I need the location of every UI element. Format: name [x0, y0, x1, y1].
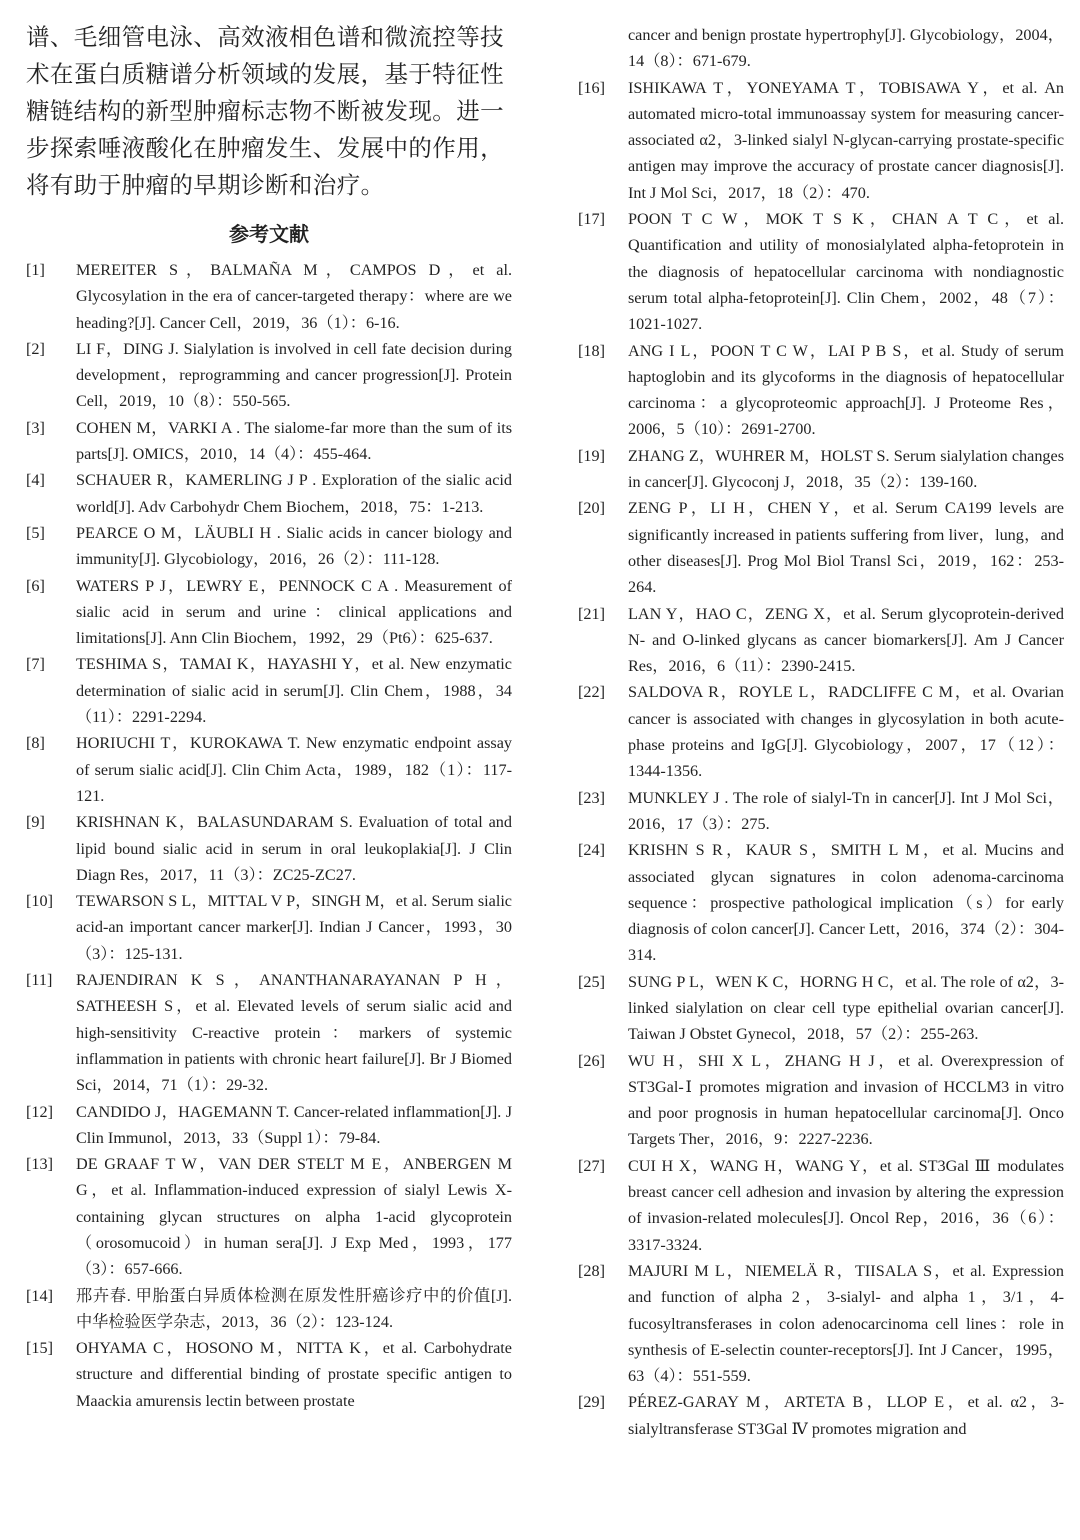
reference-number: [24] — [578, 841, 605, 860]
reference-text: TESHIMA S，TAMAI K，HAYASHI Y，et al. New enzymatic determination of sialic acid in serum[J]. Clin Chem，1988，34（11）：2291-2294. — [76, 655, 512, 727]
reference-item — [578, 1048, 1064, 1153]
reference-text: 邢卉春. 甲胎蛋白异质体检测在原发性肝癌诊疗中的价值[J]. 中华检验医学杂志，2013，36（2）：123-124. — [76, 1286, 512, 1331]
reference-number: [29] — [578, 1393, 605, 1412]
reference-item — [578, 785, 1064, 838]
reference-item — [578, 837, 1064, 968]
reference-text: CANDIDO J，HAGEMANN T. Cancer-related inflammation[J]. J Clin Immunol，2013，33（Suppl 1）：79-84. — [76, 1102, 512, 1147]
reference-text: SALDOVA R，ROYLE L，RADCLIFFE C M，et al. Ovarian cancer is associated with changes in glycosylation in both acute-phase proteins and IgG[J]. Glycobiology，2007，17（12）：1344-1356. — [628, 683, 1064, 781]
reference-text: KRISHN S R，KAUR S，SMITH L M，et al. Mucins and associated glycan signatures in colon adenoma-carcinoma sequence：prospective pathological implication（s）for early diagnosis of colon cancer[J]. Cancer Lett，2016，374（2）：304-314. — [628, 841, 1064, 965]
reference-number: [12] — [26, 1102, 53, 1121]
left-column — [26, 0, 512, 1414]
reference-number: [27] — [578, 1156, 605, 1175]
reference-list-left — [26, 257, 512, 1414]
reference-number: [25] — [578, 972, 605, 991]
reference-number: [10] — [26, 892, 53, 911]
reference-text: KRISHNAN K，BALASUNDARAM S. Evaluation of total and lipid bound sialic acid in serum in oral leukoplakia[J]. J Clin Diagn Res，2017，11（3）：ZC25-ZC27. — [76, 813, 512, 884]
reference-text: OHYAMA C，HOSONO M，NITTA K，et al. Carbohydrate structure and differential binding of prostate specific antigen to Maackia amurensis lectin between prostate — [76, 1339, 512, 1410]
reference-item — [578, 969, 1064, 1048]
reference-item — [578, 443, 1064, 496]
reference-number: [11] — [26, 971, 53, 990]
reference-number: [16] — [578, 78, 605, 97]
reference-text: SUNG P L，WEN K C，HORNG H C，et al. The role of α2，3-linked sialylation on clear cell type epithelial ovarian cancer[J]. Taiwan J Obstet Gynecol，2018，57（2）：255-263. — [628, 972, 1064, 1044]
reference-item — [578, 206, 1064, 337]
reference-item — [578, 1153, 1064, 1258]
reference-item — [26, 730, 512, 809]
reference-item — [26, 888, 512, 967]
reference-number: [14] — [26, 1286, 53, 1305]
reference-text: DE GRAAF T W，VAN DER STELT M E，ANBERGEN M G，et al. Inflammation-induced expression of sialyl Lewis X-containing glycan structures on alpha 1-acid glycoprotein（orosomucoid）in human sera[J]. J Exp Med，1993，177（3）：657-666. — [76, 1155, 512, 1279]
reference-item — [578, 338, 1064, 443]
reference-list-right — [578, 22, 1064, 1442]
reference-number: [5] — [26, 523, 45, 542]
reference-text: CUI H X，WANG H，WANG Y，et al. ST3Gal Ⅲ modulates breast cancer cell adhesion and invasion by altering the expression of invasion-related molecules[J]. Oncol Rep，2016，36（6）：3317-3324. — [628, 1156, 1064, 1254]
reference-text: ISHIKAWA T，YONEYAMA T，TOBISAWA Y，et al. An automated micro-total immunoassay system for measuring cancer-associated α2，3-linked sialyl N-glycan-carrying prostate-specific antigen may improve the accuracy of prostate cancer diagnosis[J]. Int J Mol Sci，2017，18（2）：470. — [628, 78, 1064, 202]
reference-item — [578, 1389, 1064, 1442]
reference-text: ZENG P，LI H，CHEN Y，et al. Serum CA199 levels are significantly increased in patients suffering from liver，lung，and other diseases[J]. Prog Mol Biol Transl Sci，2019，162：253-264. — [628, 499, 1064, 597]
reference-number: [1] — [26, 261, 45, 279]
reference-text: PEARCE O M，LÄUBLI H . Sialic acids in cancer biology and immunity[J]. Glycobiology，2016，26（2）：111-128. — [76, 523, 512, 569]
reference-text: COHEN M，VARKI A . The sialome-far more than the sum of its parts[J]. OMICS，2010，14（4）：455-464. — [76, 418, 512, 464]
reference-text: LAN Y，HAO C，ZENG X，et al. Serum glycoprotein-derived N- and O-linked glycans as cancer biomarkers[J]. Am J Cancer Res，2016，6（11）：2390-2415. — [628, 604, 1064, 676]
reference-item — [578, 1258, 1064, 1389]
reference-number: [19] — [578, 446, 605, 465]
reference-number: [22] — [578, 683, 605, 702]
reference-item — [26, 336, 512, 415]
reference-number: [6] — [26, 576, 45, 595]
reference-number: [8] — [26, 734, 45, 753]
reference-number: [3] — [26, 418, 45, 437]
reference-number: [7] — [26, 655, 45, 674]
reference-item — [578, 679, 1064, 784]
reference-number: [15] — [26, 1339, 53, 1358]
reference-item — [26, 467, 512, 520]
reference-item — [26, 1283, 512, 1336]
reference-text: LI F，DING J. Sialylation is involved in cell fate decision during development，reprogramming and cancer progression[J]. Protein Cell，2019，10（8）：550-565. — [76, 339, 512, 411]
reference-number: [20] — [578, 499, 605, 518]
reference-item — [26, 651, 512, 730]
right-column — [578, 0, 1064, 1442]
reference-text: ZHANG Z，WUHRER M，HOLST S. Serum sialylation changes in cancer[J]. Glycoconj J，2018，35（2）：139-160. — [628, 446, 1064, 492]
reference-item — [578, 22, 1064, 75]
reference-text: ANG I L，POON T C W，LAI P B S，et al. Study of serum haptoglobin and its glycoforms in the diagnosis of hepatocellular carcinoma：a glycoproteomic approach[J]. J Proteome Res，2006，5（10）：2691-2700. — [628, 341, 1064, 439]
reference-item — [26, 809, 512, 888]
reference-number: [4] — [26, 471, 45, 490]
reference-item — [26, 573, 512, 652]
reference-text: TEWARSON S L，MITTAL V P，SINGH M，et al. Serum sialic acid-an important cancer marker[J]. Indian J Cancer，1993，30（3）：125-131. — [76, 892, 512, 963]
reference-item — [26, 520, 512, 573]
reference-item — [578, 75, 1064, 206]
intro-paragraph: 谱、毛细管电泳、高效液相色谱和微流控等技术在蛋白质糖谱分析领域的发展，基于特征性糖链结构的新型肿瘤标志物不断被发现。进一步探索唾液酸化在肿瘤发生、发展中的作用，将有助于肿瘤的早期诊断和治疗。 — [26, 23, 504, 199]
reference-item — [26, 415, 512, 468]
reference-text: WU H，SHI X L，ZHANG H J，et al. Overexpression of ST3Gal-Ⅰ promotes migration and invasion of HCCLM3 in vitro and poor prognosis in human hepatocellular carcinoma[J]. Onco Targets Ther，2016，9：2227-2236. — [628, 1051, 1064, 1149]
reference-text: POON T C W，MOK T S K，CHAN A T C，et al. Quantification and utility of monosialylated alpha-fetoprotein in the diagnosis of hepatocellular carcinoma with nondiagnostic serum total alpha-fetoprotein[J]. Clin Chem，2002，48（7）：1021-1027. — [628, 210, 1064, 334]
reference-text: WATERS P J，LEWRY E，PENNOCK C A . Measurement of sialic acid in serum and urine：clinical applications and limitations[J]. Ann Clin Biochem，1992，29（Pt6）：625-637. — [76, 576, 512, 648]
reference-item — [26, 1099, 512, 1152]
reference-number: [18] — [578, 341, 605, 360]
reference-text: MAJURI M L，NIEMELÄ R，TIISALA S，et al. Expression and function of alpha 2，3-sialyl- and alpha 1，3/1，4-fucosyltransferases in colon adenocarcinoma cell lines：role in synthesis of E-selectin counter-receptors[J]. Int J Cancer，1995，63（4）：551-559. — [628, 1261, 1064, 1386]
reference-number: [17] — [578, 210, 605, 229]
reference-item — [578, 495, 1064, 600]
reference-item — [26, 1151, 512, 1282]
references-heading: 参考文献 — [229, 222, 309, 246]
reference-number: [9] — [26, 813, 45, 832]
reference-item — [578, 601, 1064, 680]
reference-number: [21] — [578, 604, 605, 623]
reference-text: HORIUCHI T，KUROKAWA T. New enzymatic endpoint assay of serum sialic acid[J]. Clin Chim Acta，1989，182（1）：117-121. — [76, 734, 512, 805]
reference-text: RAJENDIRAN K S，ANANTHANARAYANAN P H，SATHEESH S，et al. Elevated levels of serum sialic acid and high-sensitivity C-reactive protein：markers of systemic inflammation in patients with chronic heart failure[J]. Br J Biomed Sci，2014，71（1）：29-32. — [76, 971, 512, 1095]
reference-text: MEREITER S，BALMAÑA M，CAMPOS D，et al. Glycosylation in the era of cancer-targeted therapy：where are we heading?[J]. Cancer Cell，2019，36（1）：6-16. — [76, 261, 512, 332]
reference-number: [23] — [578, 788, 605, 807]
reference-item — [26, 967, 512, 1098]
reference-item — [26, 1335, 512, 1414]
reference-text: MUNKLEY J . The role of sialyl-Tn in cancer[J]. Int J Mol Sci，2016，17（3）：275. — [628, 788, 1064, 833]
reference-item — [26, 257, 512, 336]
reference-number: [13] — [26, 1155, 53, 1174]
reference-number: [26] — [578, 1051, 605, 1070]
reference-text: cancer and benign prostate hypertrophy[J]. Glycobiology，2004，14（8）：671-679. — [628, 26, 1064, 71]
reference-text: SCHAUER R，KAMERLING J P . Exploration of the sialic acid world[J]. Adv Carbohydr Chem Biochem，2018，75：1-213. — [76, 471, 512, 516]
reference-number: [28] — [578, 1261, 605, 1280]
reference-number: [2] — [26, 339, 45, 358]
reference-text: PÉREZ-GARAY M，ARTETA B，LLOP E，et al. α2，3-sialyltransferase ST3Gal Ⅳ promotes migration and — [628, 1393, 1064, 1438]
